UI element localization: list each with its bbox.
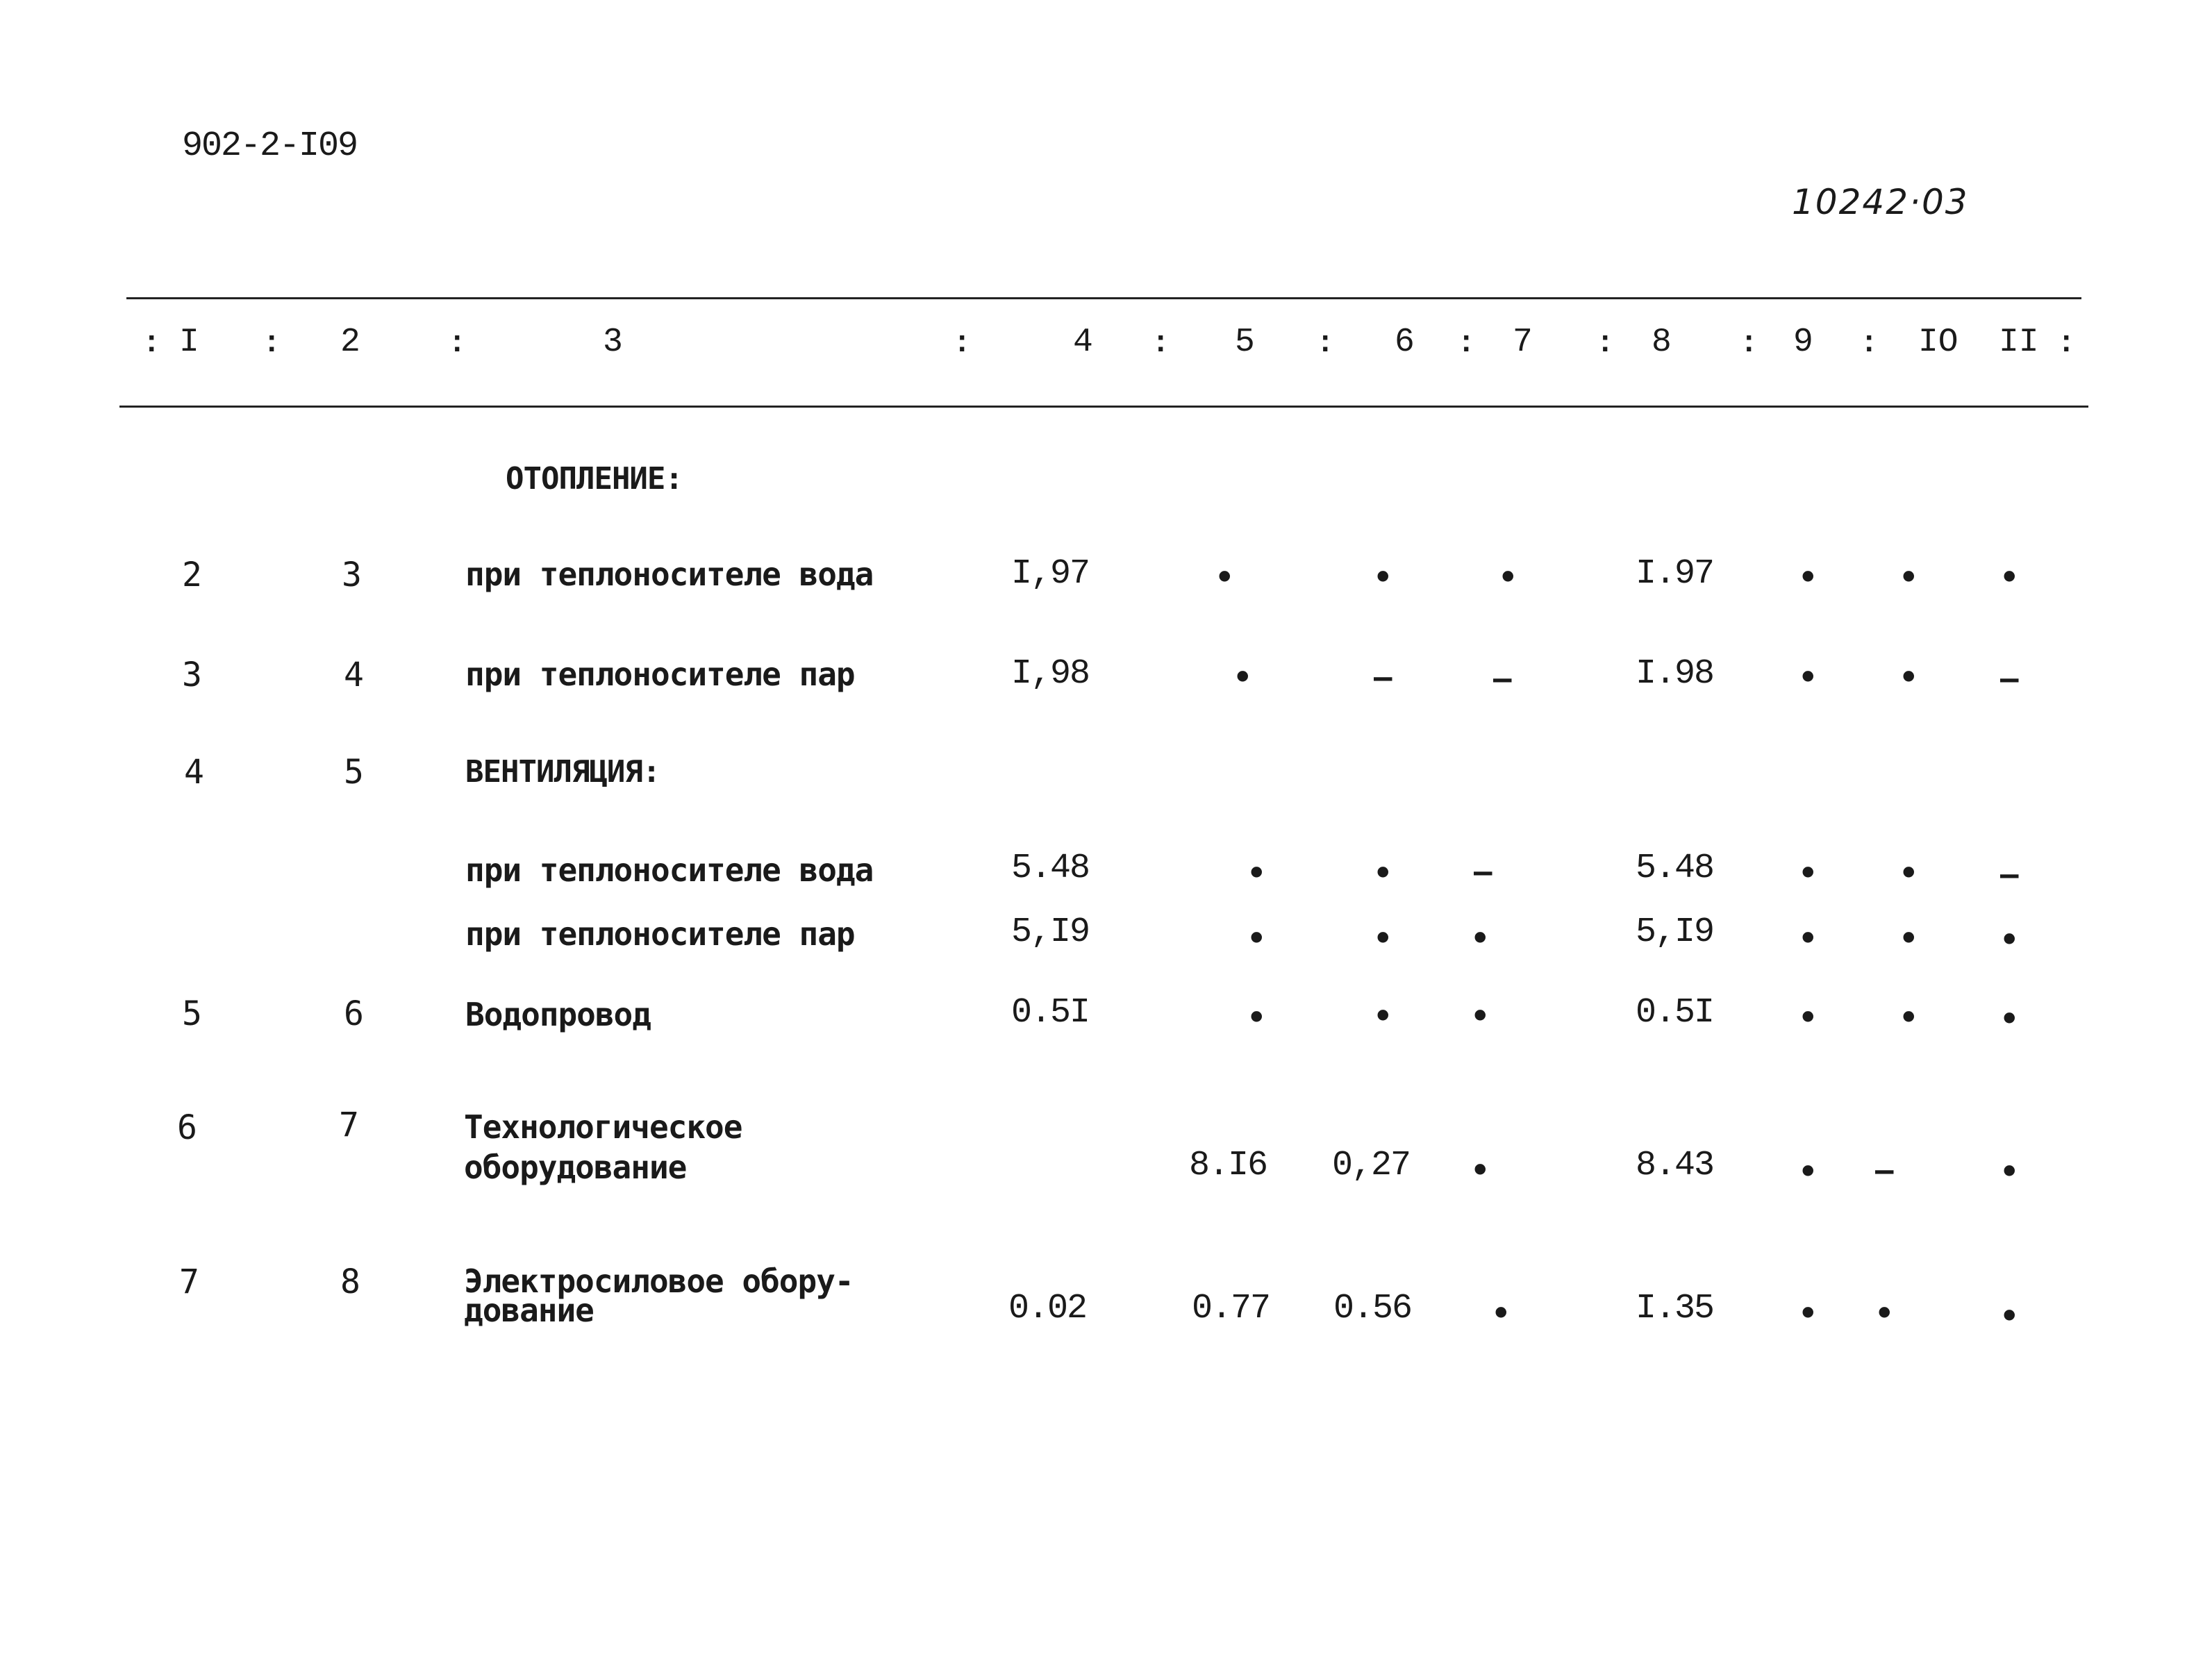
cell-col-2: 6 bbox=[344, 994, 364, 1033]
cell-col-2: 3 bbox=[342, 556, 362, 594]
header-col-1: I bbox=[179, 324, 199, 361]
cell-col-3: Водопровод bbox=[465, 996, 651, 1033]
cell-col-5: • bbox=[1247, 856, 1266, 891]
header-separator: : bbox=[142, 326, 161, 361]
cell-col-11: • bbox=[2000, 560, 2019, 595]
header-col-4: 4 bbox=[1073, 324, 1093, 361]
cell-col-7: – bbox=[1474, 854, 1492, 890]
cell-col-3-line-1: Технологическое bbox=[464, 1108, 742, 1146]
header-col-3: 3 bbox=[603, 324, 623, 361]
cell-col-3-line-1: Электросиловое обору- bbox=[464, 1262, 854, 1300]
sheet-code: 10242·03 bbox=[1792, 182, 1969, 222]
cell-col-4: 0.5I bbox=[1011, 993, 1090, 1033]
header-separator: : bbox=[1596, 326, 1615, 361]
cell-col-8: I.98 bbox=[1636, 654, 1714, 694]
cell-col-10: • bbox=[1875, 1296, 1894, 1331]
cell-col-7: • bbox=[1492, 1296, 1511, 1331]
cell-col-10: • bbox=[1899, 921, 1918, 956]
header-col-11: II bbox=[1999, 324, 2039, 361]
cell-col-6: • bbox=[1374, 921, 1392, 956]
header-separator: : bbox=[1860, 326, 1879, 361]
header-top-rule bbox=[126, 297, 2081, 299]
cell-col-11: • bbox=[2000, 1154, 2019, 1190]
cell-col-2: 4 bbox=[344, 656, 364, 694]
cell-col-9: • bbox=[1799, 1000, 1818, 1035]
cell-col-1: 4 bbox=[184, 753, 204, 792]
cell-col-5: 8.I6 bbox=[1189, 1146, 1267, 1185]
header-col-6: 6 bbox=[1395, 324, 1415, 361]
cell-col-1: 5 bbox=[182, 994, 202, 1033]
cell-col-1: 7 bbox=[179, 1262, 199, 1301]
cell-col-7: • bbox=[1471, 1153, 1490, 1188]
cell-col-6: 0,27 bbox=[1332, 1146, 1411, 1185]
cell-col-7: • bbox=[1471, 999, 1490, 1034]
cell-col-7: • bbox=[1471, 921, 1490, 956]
cell-col-7: • bbox=[1499, 560, 1517, 595]
cell-col-3: при теплоносителе пар bbox=[465, 915, 855, 953]
cell-col-6: • bbox=[1374, 999, 1392, 1034]
cell-col-8: I.35 bbox=[1636, 1289, 1714, 1328]
cell-col-4: 5.48 bbox=[1011, 849, 1090, 888]
header-col-9: 9 bbox=[1793, 324, 1813, 361]
cell-col-10: • bbox=[1899, 856, 1918, 891]
header-separator: : bbox=[953, 326, 972, 361]
header-separator: : bbox=[263, 326, 281, 361]
cell-col-1: 6 bbox=[177, 1108, 197, 1147]
cell-col-3: при теплоносителе вода bbox=[465, 851, 874, 889]
header-col-2: 2 bbox=[340, 324, 360, 361]
cell-col-1: 3 bbox=[182, 656, 202, 694]
cell-col-9: • bbox=[1799, 921, 1818, 956]
cell-col-4: 0.02 bbox=[1008, 1289, 1087, 1328]
cell-col-6: • bbox=[1374, 856, 1392, 891]
cell-col-1: 2 bbox=[182, 556, 202, 594]
cell-col-10: – bbox=[1875, 1153, 1894, 1188]
cell-col-8: I.97 bbox=[1636, 554, 1714, 594]
header-separator: : bbox=[1740, 326, 1758, 361]
cell-col-11: • bbox=[2000, 1001, 2019, 1037]
cell-col-2: 5 bbox=[344, 753, 364, 792]
header-bottom-rule bbox=[119, 406, 2088, 408]
cell-col-6: 0.56 bbox=[1333, 1289, 1412, 1328]
header-separator: : bbox=[448, 326, 467, 361]
cell-col-8: 5.48 bbox=[1636, 849, 1714, 888]
cell-col-3-line-2: дование bbox=[464, 1292, 594, 1329]
cell-col-6: – bbox=[1374, 660, 1392, 695]
cell-col-2: 7 bbox=[339, 1106, 359, 1144]
cell-col-3: при теплоносителе пар bbox=[465, 656, 855, 693]
cell-col-5: • bbox=[1247, 921, 1266, 956]
header-separator: : bbox=[1316, 326, 1335, 361]
cell-col-7: – bbox=[1493, 661, 1512, 696]
cell-col-4: 5,I9 bbox=[1011, 912, 1090, 952]
document-code: 902-2-I09 bbox=[182, 126, 358, 166]
cell-col-3-line-2: оборудование bbox=[464, 1149, 687, 1186]
cell-col-9: • bbox=[1799, 1154, 1818, 1190]
cell-col-8: 5,I9 bbox=[1636, 912, 1714, 952]
section-heading: ОТОПЛЕНИЕ: bbox=[506, 461, 683, 497]
cell-col-9: • bbox=[1799, 856, 1818, 891]
cell-col-6: • bbox=[1374, 560, 1392, 595]
cell-col-11: • bbox=[2000, 922, 2019, 958]
cell-col-5: • bbox=[1215, 560, 1234, 595]
cell-col-5: 0.77 bbox=[1192, 1289, 1270, 1328]
cell-col-11: – bbox=[2000, 857, 2019, 892]
section-heading: ВЕНТИЛЯЦИЯ: bbox=[465, 754, 660, 790]
header-col-10: IO bbox=[1918, 324, 1959, 361]
cell-col-4: I,98 bbox=[1011, 654, 1090, 694]
cell-col-5: • bbox=[1233, 660, 1252, 695]
cell-col-4: I,97 bbox=[1011, 554, 1090, 594]
header-separator: : bbox=[2057, 326, 2076, 361]
cell-col-10: • bbox=[1899, 560, 1918, 595]
cell-col-9: • bbox=[1799, 1296, 1818, 1331]
header-col-8: 8 bbox=[1652, 324, 1672, 361]
cell-col-2: 8 bbox=[340, 1262, 360, 1301]
cell-col-11: – bbox=[2000, 661, 2019, 696]
cell-col-8: 8.43 bbox=[1636, 1146, 1714, 1185]
cell-col-8: 0.5I bbox=[1636, 993, 1714, 1033]
header-separator: : bbox=[1151, 326, 1170, 361]
cell-col-9: • bbox=[1799, 660, 1818, 695]
cell-col-3: при теплоносителе вода bbox=[465, 556, 874, 593]
cell-col-10: • bbox=[1899, 1000, 1918, 1035]
cell-col-11: • bbox=[2000, 1299, 2019, 1334]
header-col-7: 7 bbox=[1513, 324, 1533, 361]
header-col-5: 5 bbox=[1235, 324, 1255, 361]
cell-col-9: • bbox=[1799, 560, 1818, 595]
cell-col-10: • bbox=[1899, 660, 1918, 695]
cell-col-5: • bbox=[1247, 1000, 1266, 1035]
header-separator: : bbox=[1457, 326, 1476, 361]
